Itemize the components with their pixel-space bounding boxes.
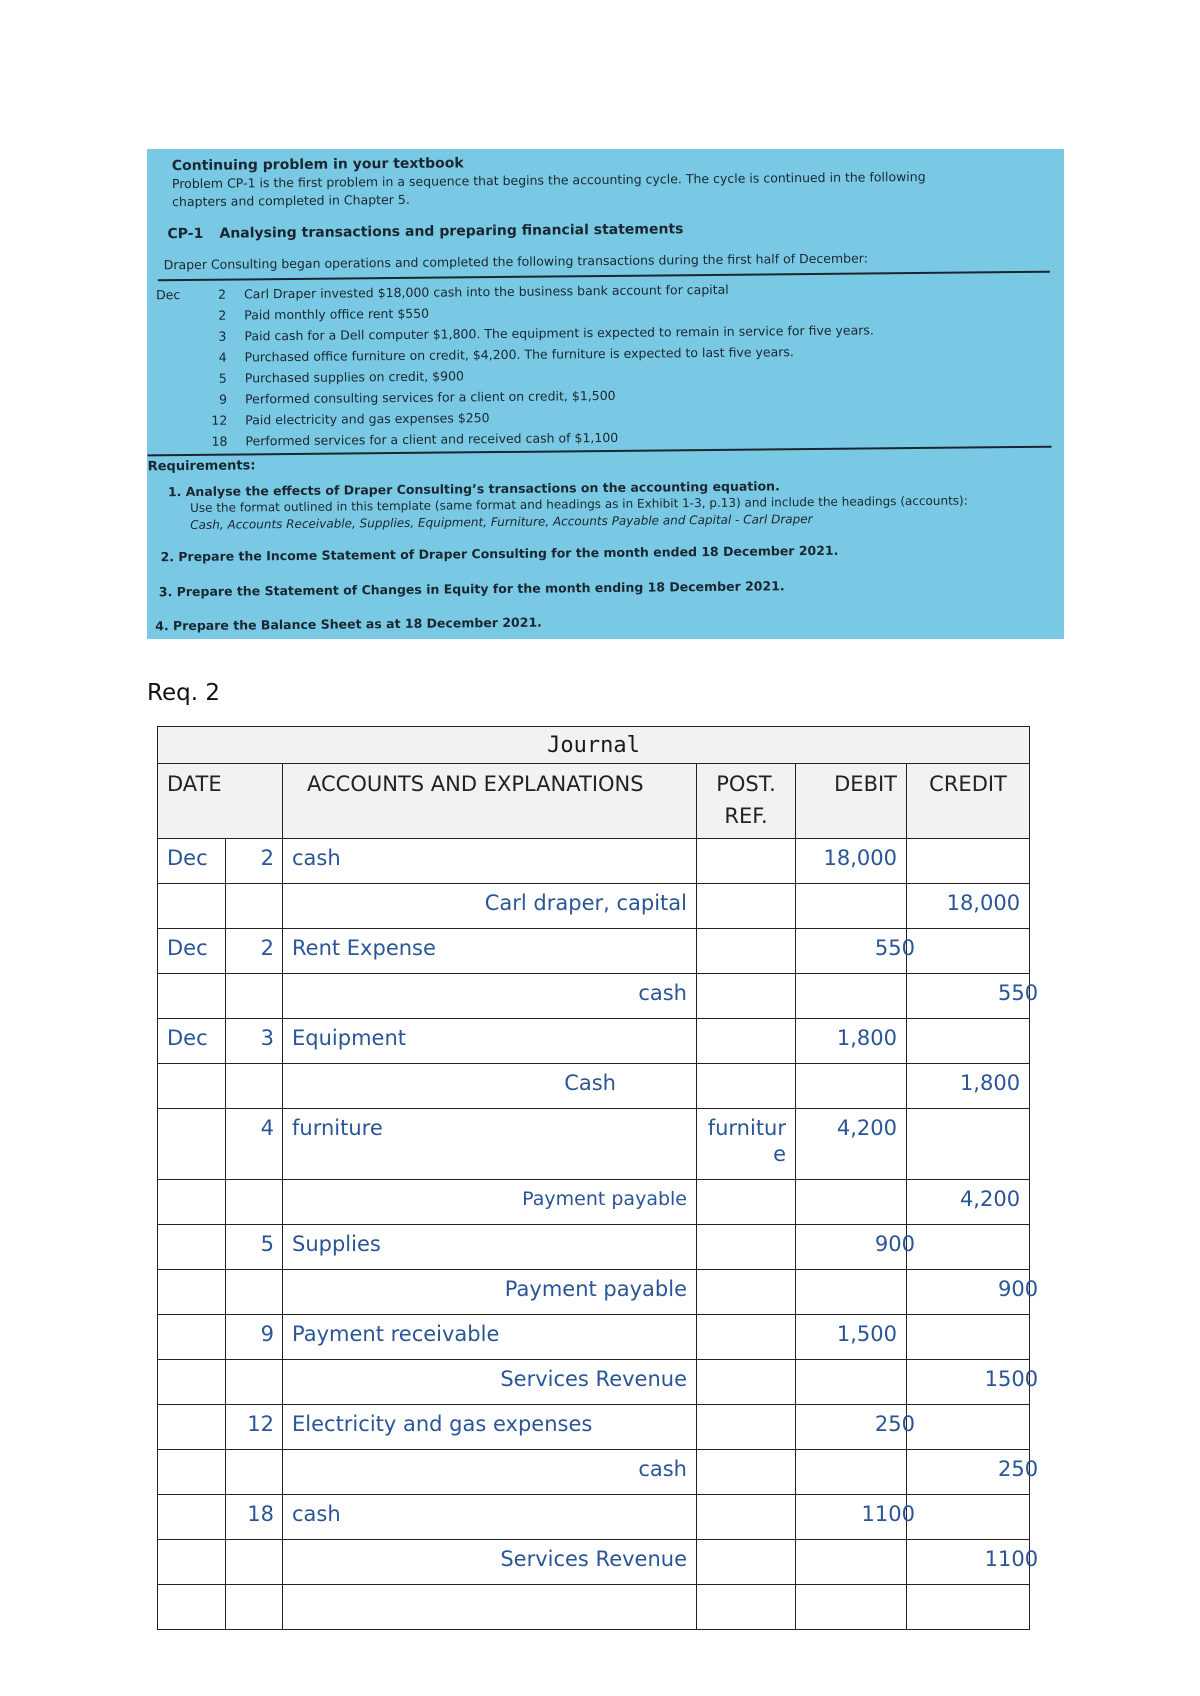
journal-row bbox=[158, 1019, 1030, 1064]
journal-row bbox=[158, 884, 1030, 929]
requirement-1: 1. Analyse the effects of Draper Consulting’s transactions on the accounting equation. bbox=[167, 478, 780, 500]
entry-month bbox=[158, 1540, 226, 1585]
entry-day: 3 bbox=[226, 1019, 283, 1064]
entry-credit bbox=[907, 1585, 1030, 1630]
journal-row bbox=[158, 1315, 1030, 1360]
entry-debit bbox=[796, 1180, 907, 1225]
entry-post-ref bbox=[697, 929, 796, 974]
journal-row bbox=[158, 1225, 1030, 1270]
journal-row bbox=[158, 1495, 1030, 1540]
entry-post-ref bbox=[697, 1019, 796, 1064]
credit-header: CREDIT bbox=[907, 764, 1030, 839]
entry-credit: 18,000 bbox=[907, 884, 1030, 929]
entry-post-ref bbox=[697, 974, 796, 1019]
entry-account: Services Revenue bbox=[283, 1360, 697, 1405]
entry-credit: 250 bbox=[907, 1450, 1030, 1495]
journal-row bbox=[158, 1109, 1030, 1180]
entry-day bbox=[226, 1180, 283, 1225]
entry-day: 12 bbox=[226, 1405, 283, 1450]
entry-debit: 900 bbox=[796, 1225, 907, 1270]
requirement-4: 4. Prepare the Balance Sheet as at 18 December 2021. bbox=[155, 614, 542, 634]
entry-day: 2 bbox=[226, 929, 283, 974]
entry-month bbox=[158, 1585, 226, 1630]
entry-debit: 1,500 bbox=[796, 1315, 907, 1360]
entry-credit bbox=[907, 929, 1030, 974]
journal-row bbox=[158, 974, 1030, 1019]
entry-post-ref bbox=[697, 1315, 796, 1360]
entry-month bbox=[158, 1270, 226, 1315]
requirement-1-note2: Cash, Accounts Receivable, Supplies, Equipment, Furniture, Accounts Payable and Capital - Carl Draper bbox=[190, 512, 813, 532]
entry-post-ref bbox=[697, 1450, 796, 1495]
entry-debit: 1,800 bbox=[796, 1019, 907, 1064]
entry-credit: 1500 bbox=[907, 1360, 1030, 1405]
entry-credit bbox=[907, 839, 1030, 884]
debit-header: DEBIT bbox=[796, 764, 907, 839]
journal-row bbox=[158, 839, 1030, 884]
entry-account: Electricity and gas expenses bbox=[283, 1405, 697, 1450]
entry-account: Payment payable bbox=[283, 1270, 697, 1315]
entry-month bbox=[158, 1109, 226, 1180]
entry-credit: 550 bbox=[907, 974, 1030, 1019]
entry-debit: 550 bbox=[796, 929, 907, 974]
entry-day bbox=[226, 1585, 283, 1630]
entry-credit bbox=[907, 1405, 1030, 1450]
entry-credit bbox=[907, 1019, 1030, 1064]
entry-account bbox=[283, 1585, 697, 1630]
entry-debit: 1100 bbox=[796, 1495, 907, 1540]
problem-lead: Draper Consulting began operations and completed the following transactions during the first half of December: bbox=[163, 250, 868, 273]
entry-account: cash bbox=[283, 974, 697, 1019]
requirements-label: Requirements: bbox=[147, 458, 256, 475]
entry-day bbox=[226, 1270, 283, 1315]
entry-day bbox=[226, 1360, 283, 1405]
entry-month bbox=[158, 1180, 226, 1225]
entry-account: Supplies bbox=[283, 1225, 697, 1270]
entry-account: Payment receivable bbox=[283, 1315, 697, 1360]
entry-month bbox=[158, 884, 226, 929]
entry-post-ref bbox=[697, 1270, 796, 1315]
entry-account: Services Revenue bbox=[283, 1540, 697, 1585]
problem-intro-line2: chapters and completed in Chapter 5. bbox=[172, 191, 410, 210]
entry-account: Carl draper, capital bbox=[283, 884, 697, 929]
entry-account: cash bbox=[283, 1450, 697, 1495]
entry-month bbox=[158, 1450, 226, 1495]
entry-debit bbox=[796, 974, 907, 1019]
entry-post-ref bbox=[697, 1360, 796, 1405]
requirement-3: 3. Prepare the Statement of Changes in Equity for the month ending 18 December 2021. bbox=[158, 578, 785, 600]
transactions-top-rule bbox=[158, 271, 1050, 282]
entry-day bbox=[226, 974, 283, 1019]
journal-row bbox=[158, 929, 1030, 974]
entry-account: Payment payable bbox=[283, 1180, 697, 1225]
textbook-photo bbox=[147, 149, 1064, 639]
entry-day: 2 bbox=[226, 839, 283, 884]
journal-row bbox=[158, 1450, 1030, 1495]
journal-table bbox=[157, 726, 1039, 1630]
journal-row bbox=[158, 1180, 1030, 1225]
entry-credit bbox=[907, 1109, 1030, 1180]
entry-account: Rent Expense bbox=[283, 929, 697, 974]
entry-day: 9 bbox=[226, 1315, 283, 1360]
entry-month bbox=[158, 1405, 226, 1450]
journal-row bbox=[158, 1064, 1030, 1109]
entry-day bbox=[226, 1450, 283, 1495]
entry-day: 5 bbox=[226, 1225, 283, 1270]
entry-account: Equipment bbox=[283, 1019, 697, 1064]
entry-day bbox=[226, 1064, 283, 1109]
entry-account: Cash bbox=[283, 1064, 697, 1109]
entry-post-ref bbox=[697, 1540, 796, 1585]
journal-row bbox=[158, 1540, 1030, 1585]
entry-post-ref bbox=[697, 1585, 796, 1630]
entry-credit: 4,200 bbox=[907, 1180, 1030, 1225]
problem-intro-line1: Problem CP-1 is the first problem in a sequence that begins the accounting cycle. The cycle is continued in the following bbox=[171, 168, 926, 192]
entry-post-ref bbox=[697, 1225, 796, 1270]
entry-post-ref bbox=[697, 839, 796, 884]
problem-title: Analysing transactions and preparing financial statements bbox=[219, 221, 684, 242]
requirement-2: 2. Prepare the Income Statement of Draper Consulting for the month ended 18 December 2021. bbox=[160, 542, 839, 565]
entry-credit: 900 bbox=[907, 1270, 1030, 1315]
entry-post-ref: furniture bbox=[697, 1109, 796, 1180]
entry-day bbox=[226, 884, 283, 929]
entry-month bbox=[158, 974, 226, 1019]
entry-debit bbox=[796, 1540, 907, 1585]
entry-day: 4 bbox=[226, 1109, 283, 1180]
journal-row bbox=[158, 1270, 1030, 1315]
entry-debit bbox=[796, 1064, 907, 1109]
entry-debit bbox=[796, 884, 907, 929]
entry-post-ref bbox=[697, 1064, 796, 1109]
problem-code: CP-1 bbox=[167, 225, 204, 243]
entry-account: cash bbox=[283, 1495, 697, 1540]
journal-row bbox=[158, 1360, 1030, 1405]
accounts-header: ACCOUNTS AND EXPLANATIONS bbox=[283, 764, 697, 839]
req-heading: Req. 2 bbox=[147, 680, 220, 706]
date-header: DATE bbox=[158, 764, 283, 839]
entry-debit: 18,000 bbox=[796, 839, 907, 884]
entry-debit bbox=[796, 1360, 907, 1405]
entry-month bbox=[158, 1064, 226, 1109]
problem-heading: Continuing problem in your textbook bbox=[171, 155, 464, 175]
entry-post-ref bbox=[697, 1405, 796, 1450]
entry-day bbox=[226, 1540, 283, 1585]
entry-debit: 250 bbox=[796, 1405, 907, 1450]
entry-month bbox=[158, 1315, 226, 1360]
entry-debit bbox=[796, 1585, 907, 1630]
entry-debit bbox=[796, 1450, 907, 1495]
entry-month: Dec bbox=[158, 1019, 226, 1064]
entry-post-ref bbox=[697, 1495, 796, 1540]
entry-credit bbox=[907, 1315, 1030, 1360]
entry-month: Dec bbox=[158, 929, 226, 974]
entry-credit: 1,800 bbox=[907, 1064, 1030, 1109]
entry-account: cash bbox=[283, 839, 697, 884]
entry-month bbox=[158, 1495, 226, 1540]
post-ref-header: POST. REF. bbox=[697, 764, 796, 839]
journal-row bbox=[158, 1405, 1030, 1450]
textbook-photo-content bbox=[147, 149, 1064, 639]
entry-post-ref bbox=[697, 1180, 796, 1225]
entry-credit: 1100 bbox=[907, 1540, 1030, 1585]
entry-day: 18 bbox=[226, 1495, 283, 1540]
entry-month: Dec bbox=[158, 839, 226, 884]
requirement-1-note1: Use the format outlined in this template (same format and headings as in Exhibit 1-3, p.13) and include the headings (accounts): bbox=[190, 493, 968, 515]
entry-month bbox=[158, 1360, 226, 1405]
journal-row-empty bbox=[158, 1585, 1030, 1630]
entry-post-ref bbox=[697, 884, 796, 929]
entry-month bbox=[158, 1225, 226, 1270]
entry-credit bbox=[907, 1495, 1030, 1540]
entry-debit bbox=[796, 1270, 907, 1315]
entry-debit: 4,200 bbox=[796, 1109, 907, 1180]
journal-title: Journal bbox=[158, 727, 1030, 764]
entry-account: furniture bbox=[283, 1109, 697, 1180]
entry-credit bbox=[907, 1225, 1030, 1270]
